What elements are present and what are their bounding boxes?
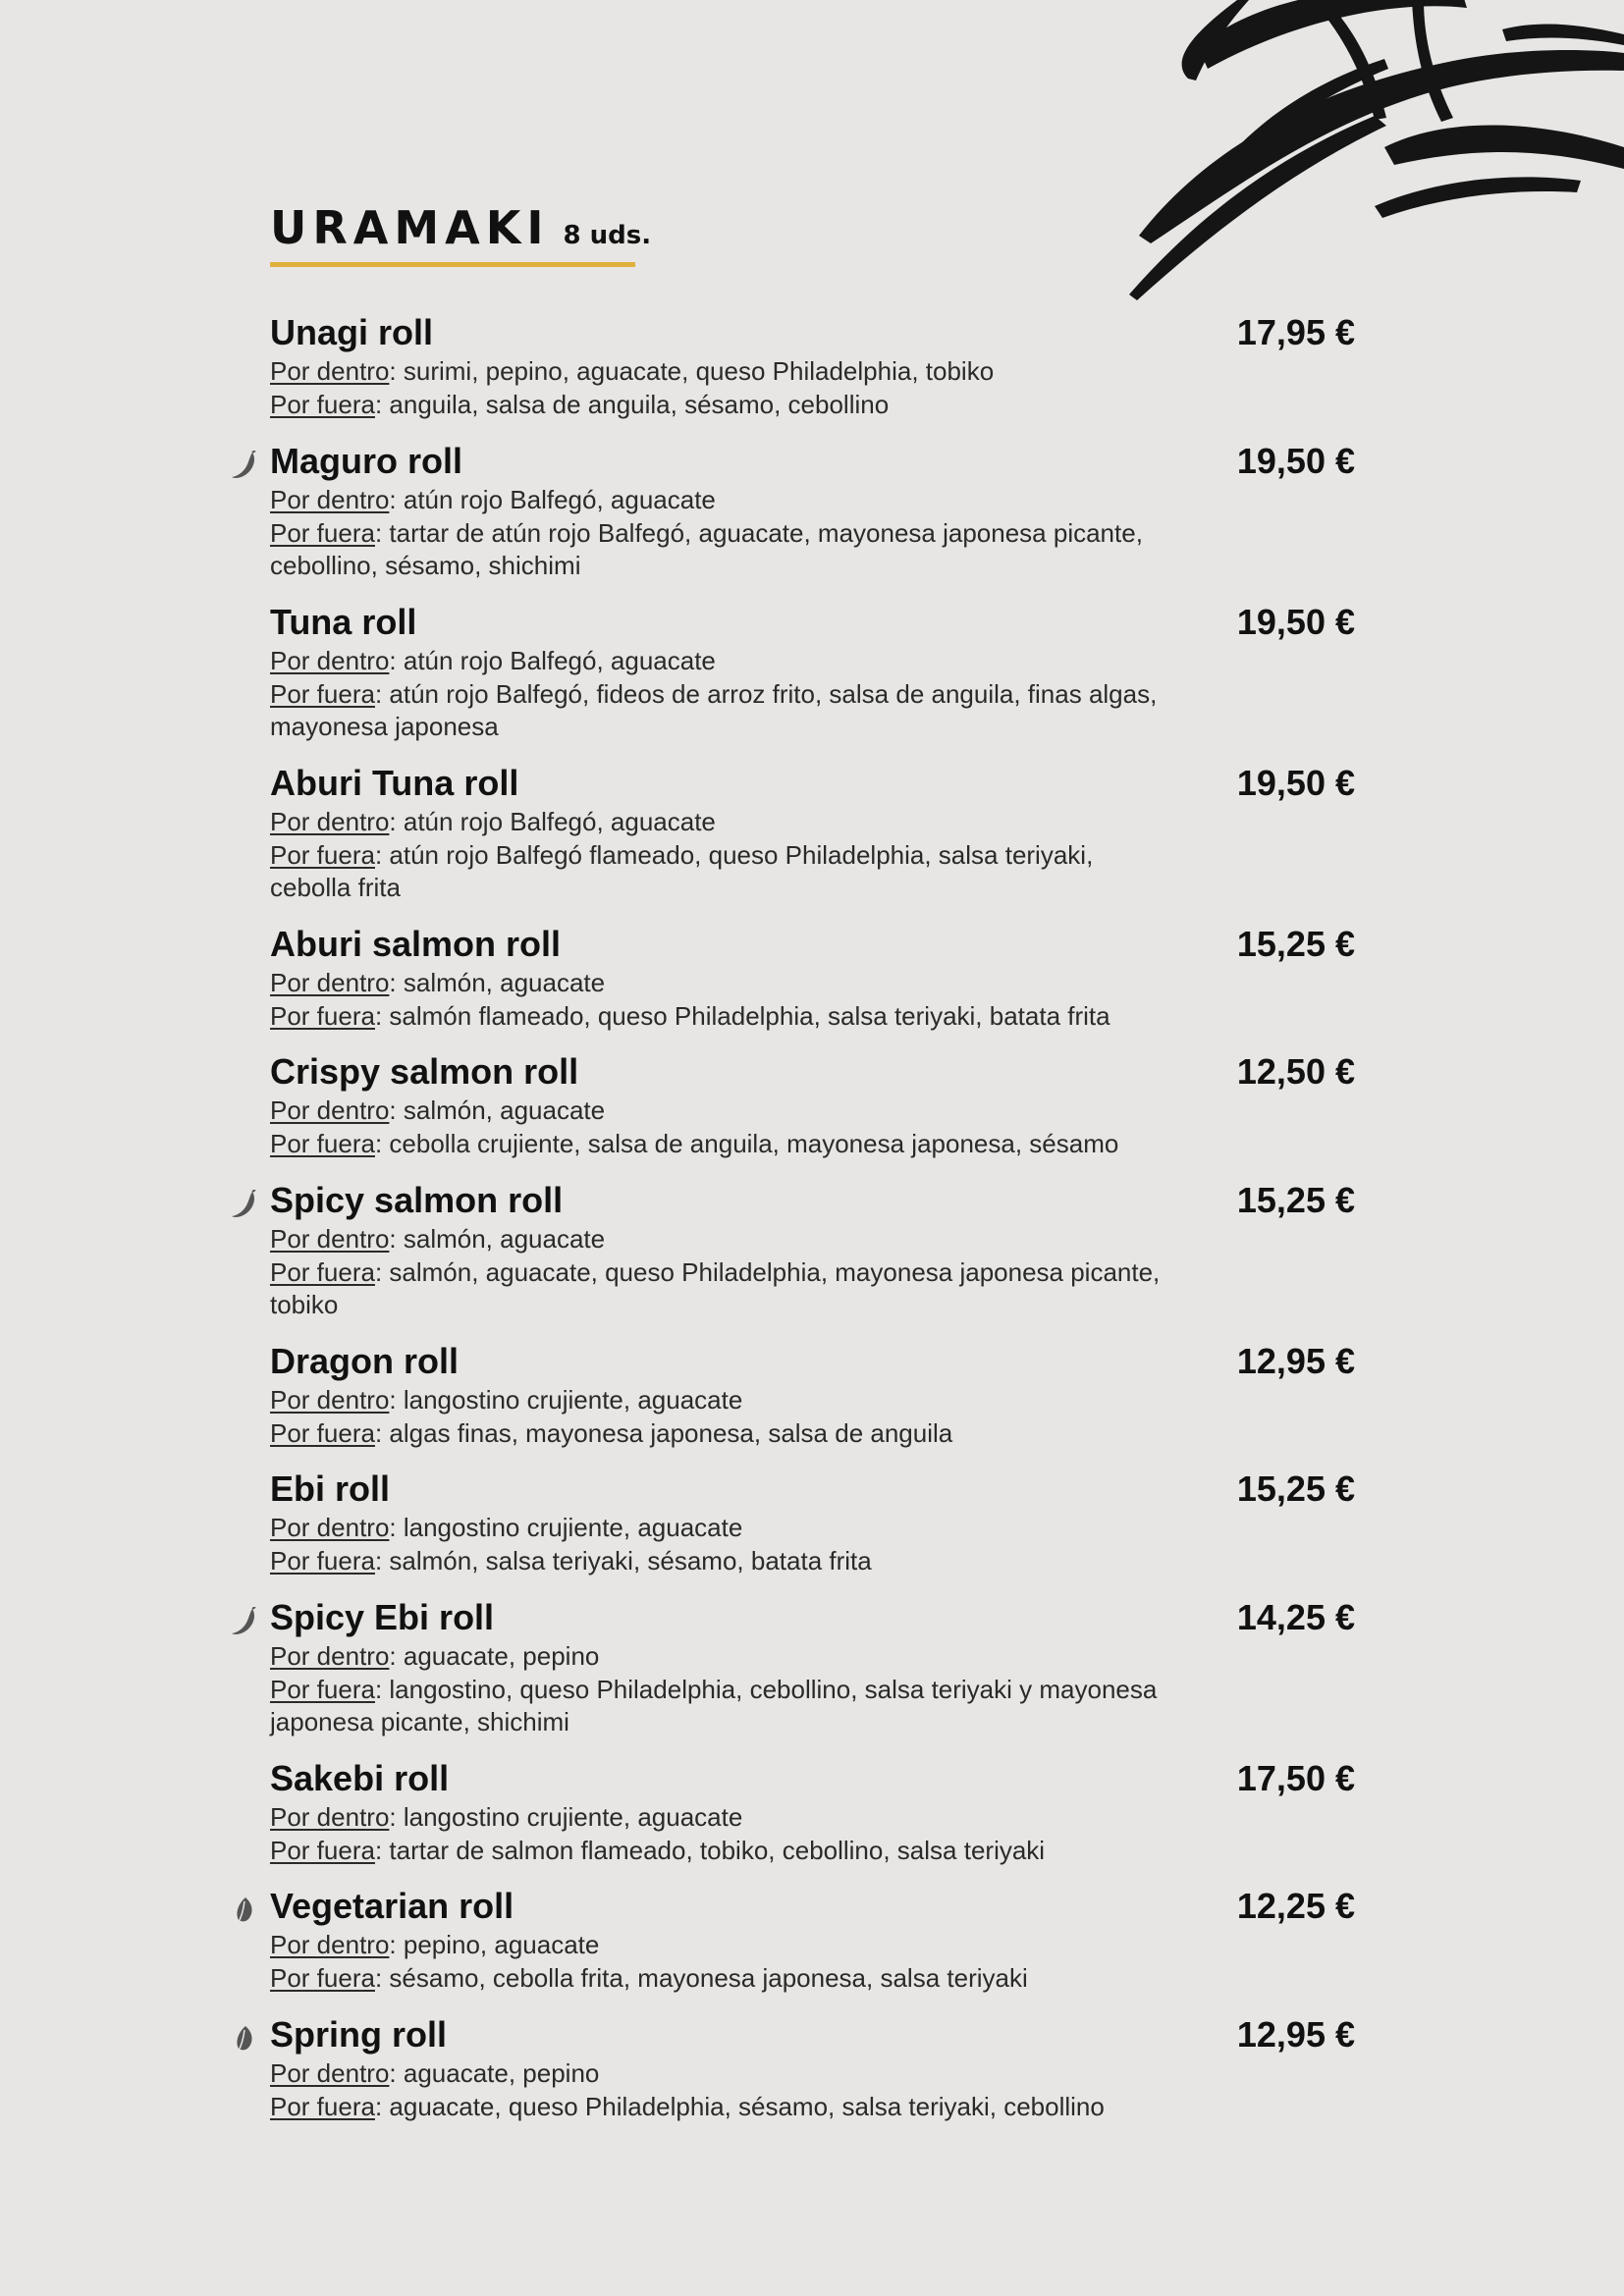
outside-line: Por fuera: langostino, queso Philadelphia, cebollino, salsa teriyaki y mayonesa japonesa picante, shichimi [270,1674,1158,1736]
menu-item [270,2014,1355,2123]
outside-label: Por fuera [270,1674,375,1704]
inside-ingredients: langostino crujiente, aguacate [403,1802,743,1832]
outside-label: Por fuera [270,1000,375,1031]
section-subtitle: 8 uds. [563,221,652,250]
chili-pepper-icon [231,1190,258,1219]
item-name: Maguro roll [270,441,462,481]
outside-line: Por fuera: algas finas, mayonesa japonesa, salsa de anguila [270,1417,953,1448]
inside-line: Por dentro: atún rojo Balfegó, aguacate [270,485,716,514]
inside-label: Por dentro [270,1385,390,1415]
outside-ingredients: tartar de salmon flameado, tobiko, cebollino, salsa teriyaki [389,1835,1046,1865]
item-price: 19,50 € [1236,763,1355,803]
menu-item [270,1758,1355,1867]
outside-label: Por fuera [270,1417,375,1448]
outside-line: Por fuera: tartar de atún rojo Balfegó, aguacate, mayonesa japonesa picante, cebollino, sésamo, shichimi [270,517,1143,580]
outside-line: Por fuera: cebolla crujiente, salsa de anguila, mayonesa japonesa, sésamo [270,1128,1119,1158]
item-name: Aburi Tuna roll [270,763,519,803]
item-price: 15,25 € [1236,1468,1355,1509]
outside-line: Por fuera: sésamo, cebolla frita, mayonesa japonesa, salsa teriyaki [270,1962,1028,1993]
inside-ingredients: salmón, aguacate [403,1224,606,1254]
inside-ingredients: atún rojo Balfegó, aguacate [403,485,716,514]
item-name: Spicy salmon roll [270,1180,564,1220]
outside-label: Por fuera [270,1256,375,1287]
outside-line: Por fuera: tartar de salmon flameado, tobiko, cebollino, salsa teriyaki [270,1835,1046,1865]
item-name: Spicy Ebi roll [270,1597,495,1637]
inside-line: Por dentro: aguacate, pepino [270,1641,600,1671]
inside-label: Por dentro [270,646,390,675]
leaf-icon [231,2024,258,2054]
inside-label: Por dentro [270,1095,390,1125]
outside-label: Por fuera [270,839,375,870]
item-price: 17,50 € [1236,1758,1355,1798]
inside-label: Por dentro [270,968,390,997]
outside-line: Por fuera: anguila, salsa de anguila, sésamo, cebollino [270,389,890,419]
outside-line: Por fuera: atún rojo Balfegó flameado, queso Philadelphia, salsa teriyaki, cebolla frita [270,839,1094,902]
item-name: Vegetarian roll [270,1886,514,1926]
outside-label: Por fuera [270,389,375,419]
outside-ingredients: aguacate, queso Philadelphia, sésamo, salsa teriyaki, cebollino [389,2091,1105,2121]
menu-item [270,1886,1355,1995]
outside-line: Por fuera: atún rojo Balfegó, fideos de arroz frito, salsa de anguila, finas algas, mayonesa japonesa [270,678,1158,741]
inside-line: Por dentro: atún rojo Balfegó, aguacate [270,807,716,836]
outside-ingredients: salmón, salsa teriyaki, sésamo, batata frita [389,1545,872,1575]
outside-label: Por fuera [270,517,375,548]
menu-item [270,924,1355,1033]
inside-label: Por dentro [270,356,390,386]
outside-line: Por fuera: salmón, aguacate, queso Philadelphia, mayonesa japonesa picante, tobiko [270,1256,1161,1319]
item-name: Sakebi roll [270,1758,450,1798]
inside-label: Por dentro [270,1641,390,1671]
item-price: 12,50 € [1236,1051,1355,1092]
outside-ingredients: atún rojo Balfegó, fideos de arroz frito, salsa de anguila, finas algas, mayonesa japonesa [270,678,1158,741]
menu-item [270,1597,1355,1739]
inside-ingredients: aguacate, pepino [403,1641,600,1671]
inside-label: Por dentro [270,485,390,514]
outside-ingredients: anguila, salsa de anguila, sésamo, cebollino [389,389,890,419]
menu-item [270,1180,1355,1322]
inside-label: Por dentro [270,1224,390,1254]
outside-ingredients: tartar de atún rojo Balfegó, aguacate, mayonesa japonesa picante, cebollino, sésamo, shichimi [270,517,1143,580]
outside-label: Por fuera [270,1835,375,1865]
item-name: Spring roll [270,2014,447,2055]
menu-item [270,1341,1355,1450]
inside-ingredients: salmón, aguacate [403,1095,606,1125]
inside-ingredients: surimi, pepino, aguacate, queso Philadelphia, tobiko [403,356,995,386]
outside-label: Por fuera [270,1962,375,1993]
outside-ingredients: algas finas, mayonesa japonesa, salsa de anguila [389,1417,953,1448]
chili-pepper-icon [231,451,258,480]
item-name: Dragon roll [270,1341,460,1381]
outside-label: Por fuera [270,1545,375,1575]
inside-line: Por dentro: salmón, aguacate [270,1224,606,1254]
inside-line: Por dentro: pepino, aguacate [270,1930,600,1959]
item-price: 19,50 € [1236,441,1355,481]
item-price: 12,25 € [1236,1886,1355,1926]
inside-ingredients: langostino crujiente, aguacate [403,1385,743,1415]
inside-ingredients: atún rojo Balfegó, aguacate [403,807,716,836]
inside-line: Por dentro: surimi, pepino, aguacate, queso Philadelphia, tobiko [270,356,995,386]
outside-ingredients: sésamo, cebolla frita, mayonesa japonesa, salsa teriyaki [389,1962,1028,1993]
palm-leaves-decoration [1129,0,1624,314]
item-price: 14,25 € [1236,1597,1355,1637]
outside-label: Por fuera [270,1128,375,1158]
menu-item [270,1051,1355,1160]
item-name: Ebi roll [270,1468,391,1509]
item-price: 15,25 € [1236,1180,1355,1220]
inside-ingredients: aguacate, pepino [403,2058,600,2088]
inside-line: Por dentro: salmón, aguacate [270,968,606,997]
inside-ingredients: salmón, aguacate [403,968,606,997]
inside-label: Por dentro [270,1930,390,1959]
outside-ingredients: salmón, aguacate, queso Philadelphia, mayonesa japonesa picante, tobiko [270,1256,1161,1319]
inside-label: Por dentro [270,1802,390,1832]
outside-ingredients: atún rojo Balfegó flameado, queso Philadelphia, salsa teriyaki, cebolla frita [270,839,1094,902]
outside-line: Por fuera: salmón flameado, queso Philadelphia, salsa teriyaki, batata frita [270,1000,1110,1031]
item-name: Crispy salmon roll [270,1051,579,1092]
item-name: Tuna roll [270,602,417,642]
menu-item [270,763,1355,905]
menu-item [270,441,1355,583]
chili-pepper-icon [231,1607,258,1636]
outside-label: Por fuera [270,678,375,709]
item-price: 19,50 € [1236,602,1355,642]
inside-line: Por dentro: langostino crujiente, aguacate [270,1385,743,1415]
outside-label: Por fuera [270,2091,375,2121]
item-name: Unagi roll [270,312,434,352]
inside-line: Por dentro: langostino crujiente, aguacate [270,1513,743,1542]
inside-line: Por dentro: salmón, aguacate [270,1095,606,1125]
outside-ingredients: salmón flameado, queso Philadelphia, salsa teriyaki, batata frita [389,1000,1110,1031]
inside-line: Por dentro: aguacate, pepino [270,2058,600,2088]
inside-ingredients: langostino crujiente, aguacate [403,1513,743,1542]
title-underline [270,262,635,267]
item-price: 12,95 € [1236,2014,1355,2055]
inside-ingredients: pepino, aguacate [403,1930,600,1959]
item-price: 17,95 € [1236,312,1355,352]
inside-ingredients: atún rojo Balfegó, aguacate [403,646,716,675]
inside-line: Por dentro: atún rojo Balfegó, aguacate [270,646,716,675]
section-header [270,201,652,267]
outside-ingredients: cebolla crujiente, salsa de anguila, mayonesa japonesa, sésamo [389,1128,1119,1158]
leaf-icon [231,1896,258,1925]
menu-item [270,1468,1355,1577]
item-price: 12,95 € [1236,1341,1355,1381]
menu-item [270,602,1355,744]
outside-ingredients: langostino, queso Philadelphia, cebollino, salsa teriyaki y mayonesa japonesa picante, shichimi [270,1674,1158,1736]
section-title: URAMAKI [270,201,550,254]
item-name: Aburi salmon roll [270,924,562,964]
inside-label: Por dentro [270,2058,390,2088]
inside-label: Por dentro [270,807,390,836]
menu-item [270,312,1355,421]
inside-label: Por dentro [270,1513,390,1542]
outside-line: Por fuera: salmón, salsa teriyaki, sésamo, batata frita [270,1545,872,1575]
item-price: 15,25 € [1236,924,1355,964]
inside-line: Por dentro: langostino crujiente, aguacate [270,1802,743,1832]
outside-line: Por fuera: aguacate, queso Philadelphia, sésamo, salsa teriyaki, cebollino [270,2091,1105,2121]
